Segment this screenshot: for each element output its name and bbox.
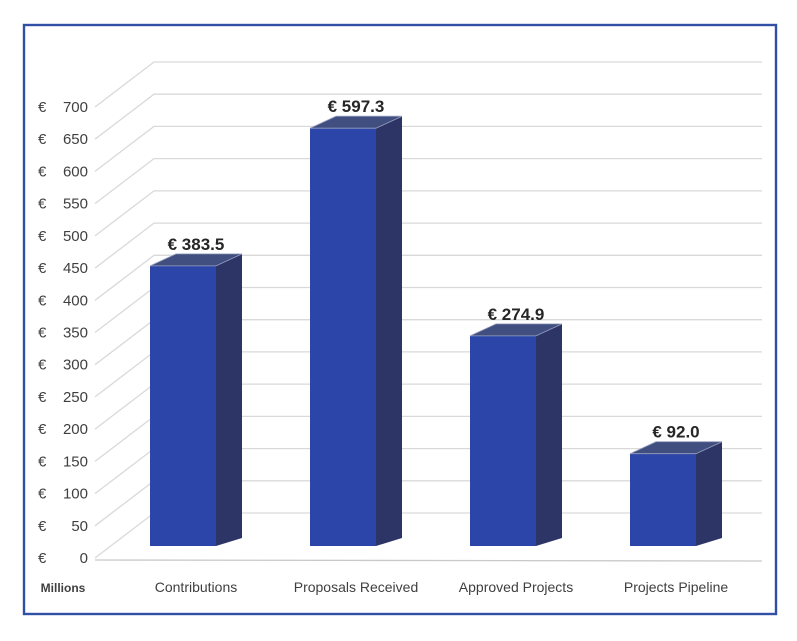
bar-side-contributions [216,254,242,546]
y-axis-tick-label: 650 [62,131,88,149]
y-axis-tick-label: 400 [62,292,88,310]
bar-side-projects-pipeline [696,442,722,546]
bar-value-label: € 597.3 [327,97,385,117]
y-axis-tick-label: 600 [62,163,88,181]
y-axis-tick-label: 300 [62,356,88,374]
y-axis-tick-currency: € [38,292,47,310]
gridline [95,62,762,107]
y-axis-tick-label: 150 [62,453,88,471]
y-axis-tick-currency: € [38,550,47,567]
bar-contributions [150,266,216,546]
bar-side-approved-projects [536,324,562,546]
y-axis-tick-currency: € [38,324,47,342]
bar-proposals-received [310,128,376,546]
y-axis-tick-currency: € [38,98,47,116]
axis-title-millions: Millions [40,581,86,595]
y-axis-tick-currency: € [38,421,47,439]
y-axis-tick-currency: € [38,195,47,213]
y-axis-tick-currency: € [38,260,47,278]
y-axis-tick-currency: € [38,131,47,149]
bar-value-label: € 92.0 [652,422,700,442]
y-axis-tick-label: 250 [62,388,88,406]
y-axis-tick-currency: € [38,356,47,374]
bar-side-proposals-received [376,116,402,546]
gridline [95,126,762,171]
y-axis-tick-label: 0 [79,550,88,567]
category-label-approved-projects: Approved Projects [458,579,574,595]
y-axis-tick-label: 700 [62,98,88,116]
y-axis-tick-label: 450 [62,260,88,278]
category-label-proposals-received: Proposals Received [293,579,419,595]
y-axis-tick-label: 550 [62,195,88,213]
gridline [95,159,762,204]
y-axis-tick-label: 100 [62,485,88,503]
y-axis-tick-currency: € [38,388,47,406]
y-axis-tick-currency: € [38,485,47,503]
y-axis-tick-label: 350 [62,324,88,342]
y-axis-tick-label: 500 [62,227,88,245]
category-axis-line [95,560,762,561]
gridline [95,191,762,236]
y-axis-tick-label: 50 [71,517,88,535]
bar-value-label: € 383.5 [167,234,225,254]
y-axis-tick-label: 200 [62,421,88,439]
y-axis-tick-currency: € [38,453,47,471]
bar-value-label: € 274.9 [487,304,545,324]
bar-approved-projects [470,336,536,546]
bar-projects-pipeline [630,454,696,546]
gridline [95,94,762,139]
category-label-projects-pipeline: Projects Pipeline [623,579,729,595]
y-axis-tick-currency: € [38,163,47,181]
y-axis-tick-currency: € [38,227,47,245]
y-axis-tick-currency: € [38,517,47,535]
category-label-contributions: Contributions [154,579,238,595]
